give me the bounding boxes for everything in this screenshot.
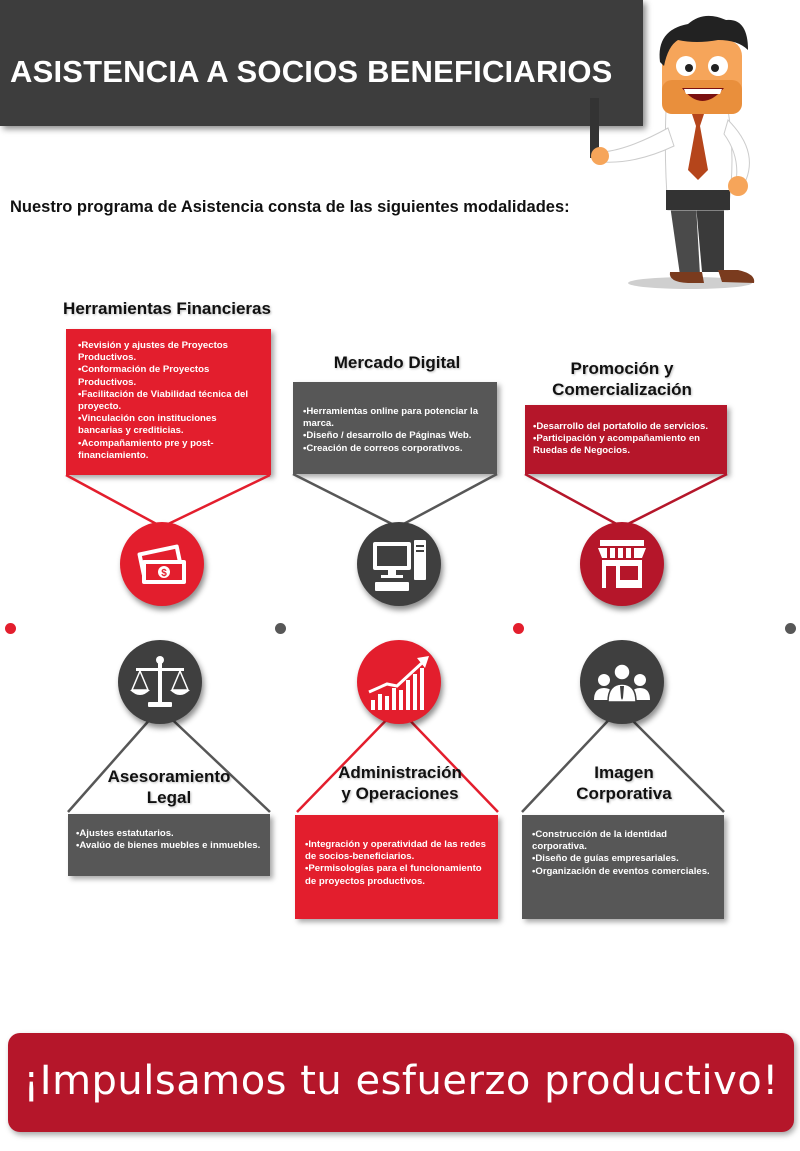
- separator-dot: [5, 623, 16, 634]
- card-title-mercado: Mercado Digital: [333, 353, 461, 372]
- separator-dot: [785, 623, 796, 634]
- list-item: •Diseño / desarrollo de Páginas Web.: [303, 430, 472, 442]
- list-item: •Construcción de la identidad corporativa.: [532, 829, 668, 853]
- money-circle: [120, 522, 204, 606]
- card-title-line: Corporativa: [576, 784, 672, 803]
- money-icon: [120, 522, 204, 606]
- card-title-line: Asesoramiento: [107, 767, 231, 786]
- people-group-circle: [580, 640, 664, 724]
- svg-text:$: $: [161, 568, 167, 579]
- page-title: ASISTENCIA A SOCIOS BENEFICIARIOS: [10, 54, 613, 89]
- list-item: •Integración y operatividad de las redes de socios-beneficiarios.: [305, 839, 486, 863]
- list-item: •Creación de correos corporativos.: [303, 442, 463, 454]
- growth-chart-circle: [357, 640, 441, 724]
- card-title-legal: [84, 766, 254, 808]
- intro-text: Nuestro programa de Asistencia consta de las siguientes modalidades:: [10, 198, 570, 216]
- people-group-icon: [580, 640, 664, 724]
- card-title-herramientas: Herramientas Financieras: [63, 299, 271, 318]
- card-box-imagen: [522, 815, 724, 919]
- list-item: •Permisologías para el funcionamiento de proyectos productivos.: [305, 863, 482, 887]
- footer-slogan: ¡Impulsamos tu esfuerzo productivo!: [23, 1058, 779, 1104]
- list-item: •Ajustes estatutarios.: [76, 828, 174, 839]
- card-title-line: Promoción y: [570, 359, 674, 378]
- card-title-admin: [310, 762, 490, 804]
- growth-chart-icon: [357, 640, 441, 724]
- card-title-line: Comercialización: [552, 380, 692, 399]
- storefront-icon: [580, 522, 664, 606]
- card-title-line: Administración: [338, 763, 462, 782]
- list-item: •Participación y acompañamiento en Ruedas de Negocios.: [533, 433, 701, 457]
- card-title-imagen: [536, 762, 712, 804]
- card-title-line: Legal: [146, 788, 192, 807]
- card-box-legal: [68, 814, 270, 876]
- list-item: •Facilitación de Viabilidad técnica del proyecto.: [78, 388, 249, 413]
- scales-circle: [118, 640, 202, 724]
- list-item: •Organización de eventos comerciales.: [532, 865, 710, 877]
- computer-circle: [357, 522, 441, 606]
- card-title-line: y Operaciones: [341, 784, 459, 803]
- separator-dot: [513, 623, 524, 634]
- list-item: •Vinculación con instituciones bancarias y crediticias.: [78, 413, 217, 437]
- computer-icon: [357, 522, 441, 606]
- list-item: •Revisión y ajustes de Proyectos Productivos.: [78, 340, 228, 364]
- list-item: •Acompañamiento pre y post-financiamiento.: [78, 437, 214, 461]
- list-item: •Conformación de Proyectos Productivos.: [78, 364, 210, 388]
- list-item: •Avalúo de bienes muebles e inmuebles.: [76, 840, 261, 852]
- separator-dot: [275, 623, 286, 634]
- list-item: •Diseño de guías empresariales.: [532, 853, 679, 865]
- card-title-line: Imagen: [594, 763, 654, 782]
- scales-icon: [118, 640, 202, 724]
- storefront-circle: [580, 522, 664, 606]
- list-item: •Desarrollo del portafolio de servicios.: [533, 421, 709, 432]
- card-box-admin: [295, 815, 498, 919]
- list-item: •Herramientas online para potenciar la marca.: [303, 406, 479, 430]
